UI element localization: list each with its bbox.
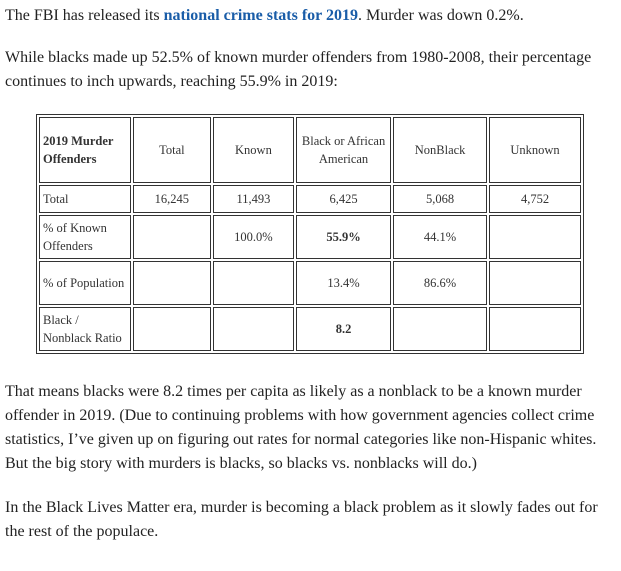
intro-suffix: . Murder was down 0.2%.	[357, 7, 524, 24]
conclusion-paragraph: In the Black Lives Matter era, murder is becoming a black problem as it slowly fades out for the rest of the populace.	[5, 499, 598, 540]
unknown-cell	[489, 261, 581, 305]
intro-paragraph	[5, 4, 615, 28]
nonblack-cell: 5,068	[393, 185, 487, 213]
nonblack-cell	[393, 307, 487, 351]
row-label-cell: Black / Nonblack Ratio	[39, 307, 131, 351]
table-row	[39, 261, 581, 305]
known-cell	[213, 261, 294, 305]
intro-prefix: The FBI has released its	[5, 7, 164, 24]
known-cell: 100.0%	[213, 215, 294, 259]
known-cell	[213, 307, 294, 351]
ratio-paragraph: That means blacks were 8.2 times per capita as likely as a nonblack to be a known murder offender in 2019. (Due to continuing problems with how government agencies collect crime statistics, I’ve given up on figuring out rates for normal categories like non-Hispanic whites. But the big story with murders is blacks, so blacks vs. nonblacks will do.)	[5, 383, 597, 472]
total-cell	[133, 261, 211, 305]
row-label-cell: % of Known Offenders	[39, 215, 131, 259]
known-cell: 11,493	[213, 185, 294, 213]
unknown-cell	[489, 307, 581, 351]
table-row	[39, 307, 581, 351]
header-label-cell: 2019 Murder Offenders	[39, 117, 131, 183]
unknown-cell: 4,752	[489, 185, 581, 213]
black-cell: 8.2	[296, 307, 391, 351]
black-cell: 13.4%	[296, 261, 391, 305]
header-unknown-cell: Unknown	[489, 117, 581, 183]
header-black-cell: Black or African American	[296, 117, 391, 183]
row-label-cell: Total	[39, 185, 131, 213]
nonblack-cell: 86.6%	[393, 261, 487, 305]
table-row	[39, 215, 581, 259]
black-cell: 55.9%	[296, 215, 391, 259]
unknown-cell	[489, 215, 581, 259]
percentage-paragraph: While blacks made up 52.5% of known murder offenders from 1980-2008, their percentage continues to inch upwards, reaching 55.9% in 2019:	[5, 49, 592, 90]
crime-stats-link[interactable]: national crime stats for 2019	[163, 7, 358, 24]
total-cell	[133, 307, 211, 351]
row-label-cell: % of Population	[39, 261, 131, 305]
murder-offenders-table	[36, 114, 584, 354]
header-total-cell: Total	[133, 117, 211, 183]
murder-offenders-table-container	[36, 114, 584, 354]
header-nonblack-cell: NonBlack	[393, 117, 487, 183]
total-cell	[133, 215, 211, 259]
table-row	[39, 185, 581, 213]
nonblack-cell: 44.1%	[393, 215, 487, 259]
header-known-cell: Known	[213, 117, 294, 183]
total-cell: 16,245	[133, 185, 211, 213]
black-cell: 6,425	[296, 185, 391, 213]
table-header-row	[39, 117, 581, 183]
